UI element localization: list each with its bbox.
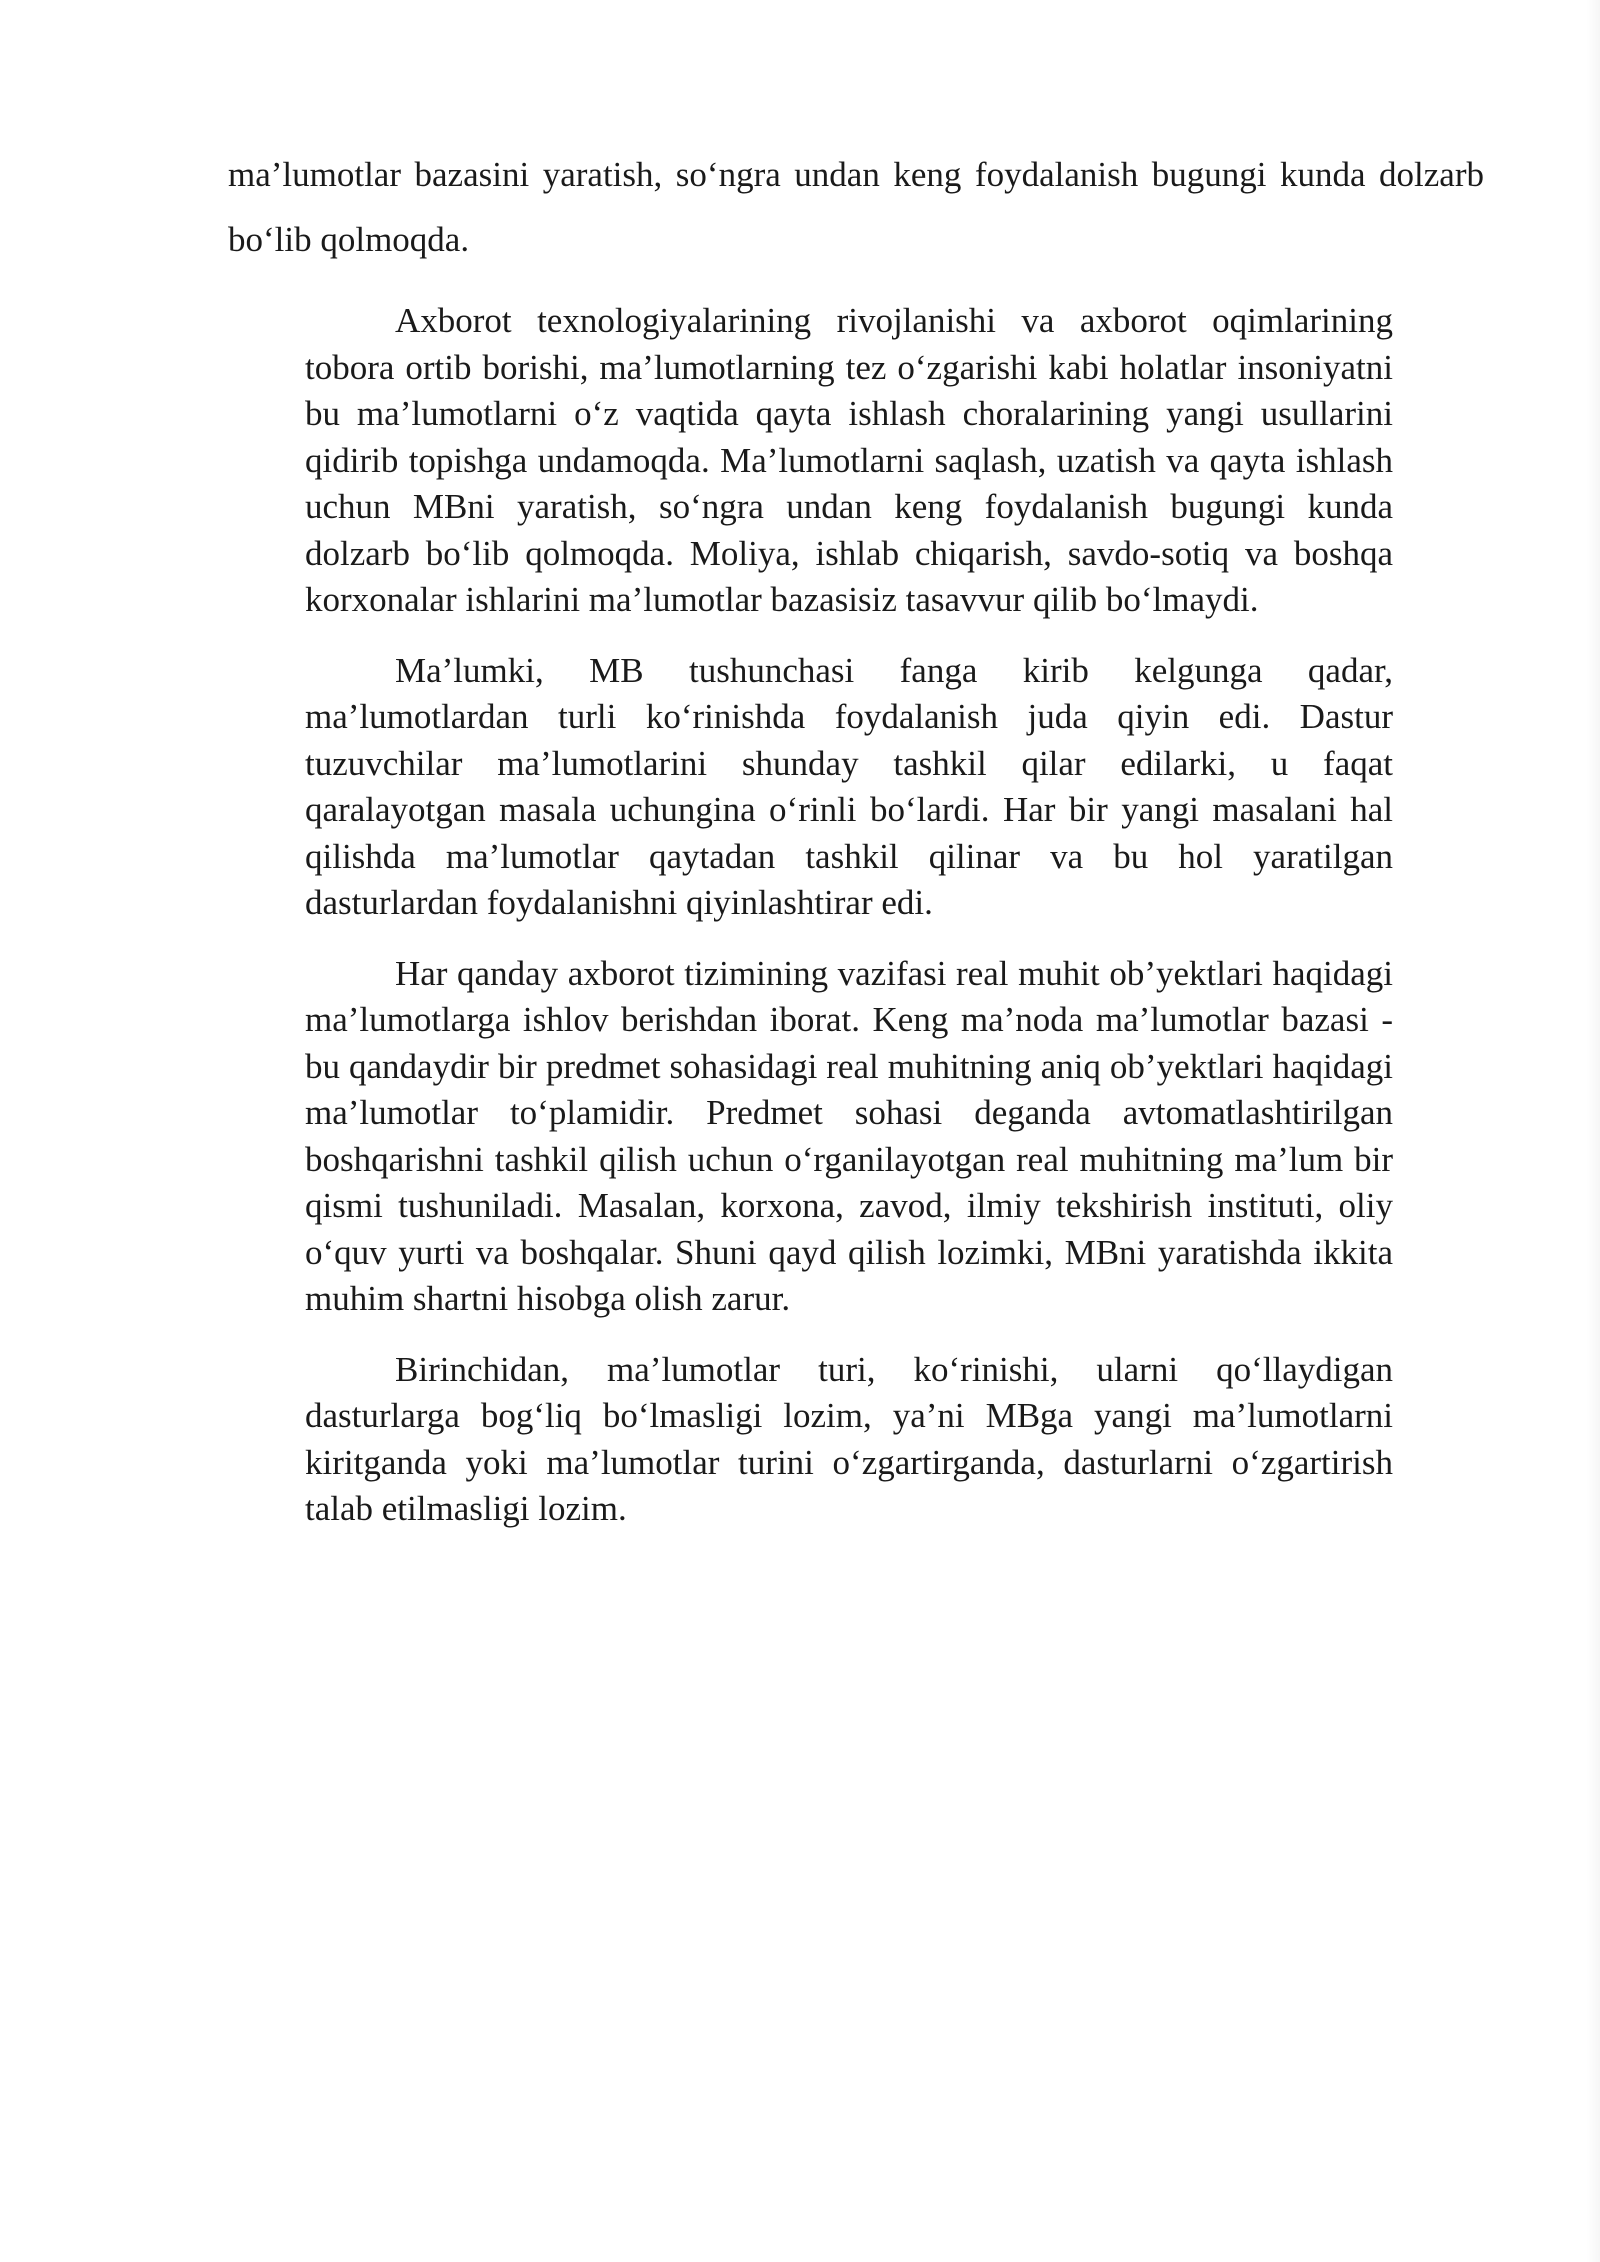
paragraph-mb-tushunchasi: Ma’lumki, MB tushunchasi fanga kirib kelgunga qadar, ma’lumotlardan turli ko‘rinishda foydalanish juda qiyin edi. Dastur tuzuvchilar ma’lumotlarini shunday tashkil qilar edilarki, u faqat qaralayotgan masala uchungina o‘rinli bo‘lardi. Har bir yangi masalani hal qilishda ma’lumotlar qaytadan tashkil qilinar va bu hol yaratilgan dasturlardan foydalanishni qiyinlashtirar edi. [305, 650, 1393, 922]
lead-paragraph: ma’lumotlar bazasini yaratish, so‘ngra undan keng foydalanish bugungi kunda dolzarb bo‘lib qolmoqda. [228, 155, 1484, 259]
body-text [305, 298, 1393, 1557]
paragraph-birinchidan: Birinchidan, ma’lumotlar turi, ko‘rinishi, ularni qo‘llaydigan dasturlarga bog‘liq bo‘lmasligi lozim, ya’ni MBga yangi ma’lumotlarni kiritganda yoki ma’lumotlar turini o‘zgartirganda, dasturlarni o‘zgartirish talab etilmasligi lozim. [305, 1349, 1393, 1528]
paragraph-axborot-texnologiyalari: Axborot texnologiyalarining rivojlanishi va axborot oqimlarining tobora ortib borishi, ma’lumotlarning tez o‘zgarishi kabi holatlar insoniyatni bu ma’lumotlarni o‘z vaqtida qayta ishlash choralarining yangi usullarini qidirib topishga undamoqda. Ma’lumotlarni saqlash, uzatish va qayta ishlash uchun MBni yaratish, so‘ngra undan keng foydalanish bugungi kunda dolzarb bo‘lib qolmoqda. Moliya, ishlab chiqarish, savdo-sotiq va boshqa korxonalar ishlarini ma’lumotlar bazasisiz tasavvur qilib bo‘lmaydi. [305, 301, 1393, 619]
page-edge-shadow [1586, 0, 1600, 2262]
paragraph-axborot-tizimi-vazifasi: Har qanday axborot tizimining vazifasi real muhit ob’yektlari haqidagi ma’lumotlarga ishlov berishdan iborat. Keng ma’noda ma’lumotlar bazasi - bu qandaydir bir predmet sohasidagi real muhitning aniq ob’yektlari haqidagi ma’lumotlar to‘plamidir. Predmet sohasi deganda avtomatlashtirilgan boshqarishni tashkil qilish uchun o‘rganilayotgan real muhitning ma’lum bir qismi tushuniladi. Masalan, korxona, zavod, ilmiy tekshirish instituti, oliy o‘quv yurti va boshqalar. Shuni qayd qilish lozimki, MBni yaratishda ikkita muhim shartni hisobga olish zarur. [305, 953, 1393, 1318]
